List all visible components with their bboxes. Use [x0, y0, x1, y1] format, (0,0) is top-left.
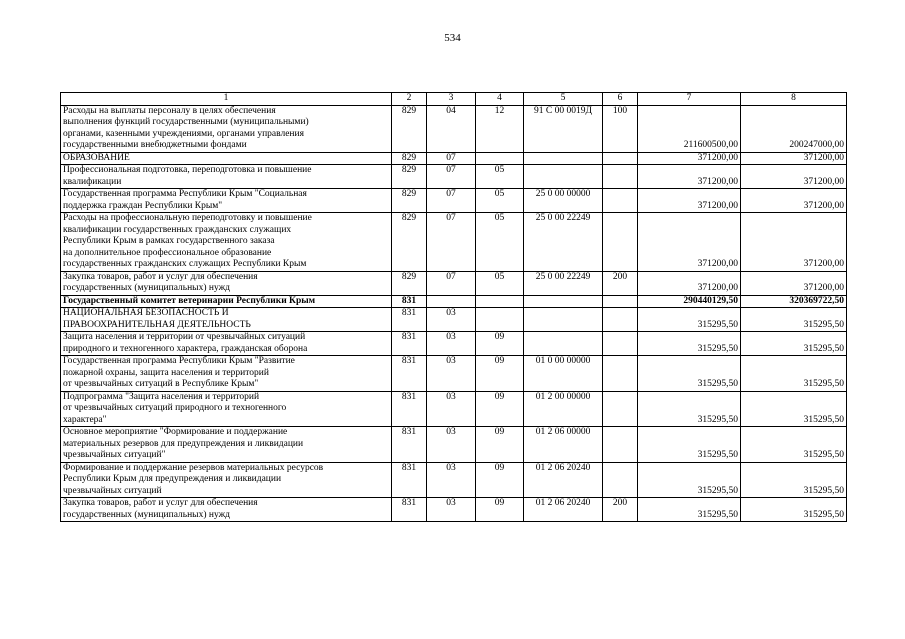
- section-code-cell: 03: [427, 427, 476, 463]
- table-row: [61, 105, 847, 152]
- row-name-cell: Расходы на выплаты персоналу в целях обеспечения выполнения функций государственными (муниципальными) органами, казенными учреждениями, органами управления государственными внебюджетными фондами: [61, 105, 392, 152]
- expense-type-cell: [603, 213, 638, 272]
- target-article-cell: [524, 308, 603, 332]
- header-cell: 8: [741, 93, 847, 106]
- amount-year1-cell: 371200,00: [638, 271, 741, 295]
- header-cell: 6: [603, 93, 638, 106]
- amount-year2-cell: 371200,00: [741, 271, 847, 295]
- section-code-cell: 03: [427, 498, 476, 522]
- amount-year1-cell: 315295,50: [638, 391, 741, 427]
- section-code-cell: 03: [427, 391, 476, 427]
- amount-year1-cell: 371200,00: [638, 165, 741, 189]
- section-code-cell: 03: [427, 356, 476, 392]
- row-name-cell: ОБРАЗОВАНИЕ: [61, 152, 392, 165]
- amount-year2-cell: 315295,50: [741, 498, 847, 522]
- amount-year2-cell: 315295,50: [741, 462, 847, 498]
- amount-year1-cell: 315295,50: [638, 498, 741, 522]
- amount-year2-cell: 315295,50: [741, 391, 847, 427]
- target-article-cell: 01 2 00 00000: [524, 391, 603, 427]
- amount-year1-cell: 371200,00: [638, 213, 741, 272]
- subsection-code-cell: 12: [476, 105, 524, 152]
- header-cell: 7: [638, 93, 741, 106]
- ministry-code-cell: 829: [392, 105, 427, 152]
- target-article-cell: 25 0 00 22249: [524, 213, 603, 272]
- amount-year2-cell: 371200,00: [741, 189, 847, 213]
- header-cell: 1: [61, 93, 392, 106]
- expense-type-cell: [603, 189, 638, 213]
- expense-type-cell: [603, 152, 638, 165]
- amount-year2-cell: 371200,00: [741, 213, 847, 272]
- amount-year1-cell: 371200,00: [638, 189, 741, 213]
- ministry-code-cell: 829: [392, 189, 427, 213]
- table-row: [61, 427, 847, 463]
- ministry-code-cell: 831: [392, 332, 427, 356]
- section-code-cell: 07: [427, 152, 476, 165]
- header-cell: 5: [524, 93, 603, 106]
- expense-type-cell: [603, 391, 638, 427]
- row-name-cell: Профессиональная подготовка, переподготовка и повышение квалификации: [61, 165, 392, 189]
- amount-year1-cell: 371200,00: [638, 152, 741, 165]
- row-name-cell: Защита населения и территории от чрезвычайных ситуаций природного и техногенного характера, гражданская оборона: [61, 332, 392, 356]
- table-row: [61, 356, 847, 392]
- table-header-row: [61, 93, 847, 106]
- table-row: [61, 271, 847, 295]
- subsection-code-cell: [476, 308, 524, 332]
- target-article-cell: [524, 332, 603, 356]
- section-code-cell: 03: [427, 462, 476, 498]
- amount-year1-cell: 315295,50: [638, 427, 741, 463]
- amount-year1-cell: 315295,50: [638, 308, 741, 332]
- target-article-cell: 25 0 00 00000: [524, 189, 603, 213]
- amount-year2-cell: 200247000,00: [741, 105, 847, 152]
- ministry-code-cell: 829: [392, 165, 427, 189]
- expense-type-cell: [603, 462, 638, 498]
- section-code-cell: 04: [427, 105, 476, 152]
- header-cell: 2: [392, 93, 427, 106]
- row-name-cell: Основное мероприятие "Формирование и поддержание материальных резервов для предупреждения и ликвидации чрезвычайных ситуаций": [61, 427, 392, 463]
- target-article-cell: [524, 165, 603, 189]
- budget-table: [60, 92, 847, 522]
- ministry-code-cell: 831: [392, 356, 427, 392]
- expense-type-cell: [603, 295, 638, 308]
- table-row: [61, 165, 847, 189]
- expense-type-cell: [603, 332, 638, 356]
- amount-year2-cell: 320369722,50: [741, 295, 847, 308]
- ministry-code-cell: 831: [392, 462, 427, 498]
- target-article-cell: [524, 152, 603, 165]
- target-article-cell: 25 0 00 22249: [524, 271, 603, 295]
- header-cell: 4: [476, 93, 524, 106]
- ministry-code-cell: 829: [392, 152, 427, 165]
- table-row: [61, 152, 847, 165]
- row-name-cell: НАЦИОНАЛЬНАЯ БЕЗОПАСНОСТЬ И ПРАВООХРАНИТЕЛЬНАЯ ДЕЯТЕЛЬНОСТЬ: [61, 308, 392, 332]
- amount-year1-cell: 315295,50: [638, 356, 741, 392]
- amount-year2-cell: 371200,00: [741, 165, 847, 189]
- section-code-cell: 03: [427, 332, 476, 356]
- row-name-cell: Подпрограмма "Защита населения и территорий от чрезвычайных ситуаций природного и техногенного характера": [61, 391, 392, 427]
- row-name-cell: Государственный комитет ветеринарии Республики Крым: [61, 295, 392, 308]
- section-code-cell: 07: [427, 271, 476, 295]
- ministry-code-cell: 829: [392, 271, 427, 295]
- amount-year1-cell: 315295,50: [638, 462, 741, 498]
- section-code-cell: 07: [427, 213, 476, 272]
- ministry-code-cell: 831: [392, 308, 427, 332]
- target-article-cell: 01 2 06 20240: [524, 462, 603, 498]
- amount-year2-cell: 371200,00: [741, 152, 847, 165]
- target-article-cell: 01 2 06 00000: [524, 427, 603, 463]
- target-article-cell: 01 0 00 00000: [524, 356, 603, 392]
- subsection-code-cell: [476, 152, 524, 165]
- table-row: [61, 332, 847, 356]
- expense-type-cell: 200: [603, 271, 638, 295]
- subsection-code-cell: 09: [476, 462, 524, 498]
- amount-year2-cell: 315295,50: [741, 356, 847, 392]
- amount-year2-cell: 315295,50: [741, 427, 847, 463]
- subsection-code-cell: 05: [476, 271, 524, 295]
- subsection-code-cell: [476, 295, 524, 308]
- section-code-cell: [427, 295, 476, 308]
- amount-year2-cell: 315295,50: [741, 332, 847, 356]
- table-row: [61, 295, 847, 308]
- ministry-code-cell: 831: [392, 427, 427, 463]
- amount-year1-cell: 211600500,00: [638, 105, 741, 152]
- section-code-cell: 03: [427, 308, 476, 332]
- amount-year1-cell: 315295,50: [638, 332, 741, 356]
- row-name-cell: Формирование и поддержание резервов материальных ресурсов Республики Крым для предупреждения и ликвидации чрезвычайных ситуаций: [61, 462, 392, 498]
- section-code-cell: 07: [427, 189, 476, 213]
- table-row: [61, 462, 847, 498]
- amount-year1-cell: 290440129,50: [638, 295, 741, 308]
- table-row: [61, 189, 847, 213]
- subsection-code-cell: 05: [476, 165, 524, 189]
- target-article-cell: [524, 295, 603, 308]
- section-code-cell: 07: [427, 165, 476, 189]
- target-article-cell: 01 2 06 20240: [524, 498, 603, 522]
- ministry-code-cell: 831: [392, 295, 427, 308]
- ministry-code-cell: 831: [392, 498, 427, 522]
- table-row: [61, 391, 847, 427]
- row-name-cell: Государственная программа Республики Крым "Развитие пожарной охраны, защита населения и территорий от чрезвычайных ситуаций в Республике Крым": [61, 356, 392, 392]
- ministry-code-cell: 831: [392, 391, 427, 427]
- target-article-cell: 91 С 00 0019Д: [524, 105, 603, 152]
- page-number: 534: [444, 32, 461, 44]
- row-name-cell: Расходы на профессиональную переподготовку и повышение квалификации государственных гражданских служащих Республики Крым в рамках государственного заказа на дополнительное профессиональное образование государственных гражданских служащих Республики Крым: [61, 213, 392, 272]
- subsection-code-cell: 09: [476, 427, 524, 463]
- subsection-code-cell: 09: [476, 391, 524, 427]
- expense-type-cell: 100: [603, 105, 638, 152]
- ministry-code-cell: 829: [392, 213, 427, 272]
- table-row: [61, 213, 847, 272]
- expense-type-cell: [603, 356, 638, 392]
- subsection-code-cell: 09: [476, 498, 524, 522]
- expense-type-cell: [603, 165, 638, 189]
- table-row: [61, 308, 847, 332]
- subsection-code-cell: 05: [476, 213, 524, 272]
- row-name-cell: Закупка товаров, работ и услуг для обеспечения государственных (муниципальных) нужд: [61, 498, 392, 522]
- amount-year2-cell: 315295,50: [741, 308, 847, 332]
- expense-type-cell: [603, 308, 638, 332]
- subsection-code-cell: 09: [476, 356, 524, 392]
- expense-type-cell: 200: [603, 498, 638, 522]
- expense-type-cell: [603, 427, 638, 463]
- subsection-code-cell: 09: [476, 332, 524, 356]
- row-name-cell: Закупка товаров, работ и услуг для обеспечения государственных (муниципальных) нужд: [61, 271, 392, 295]
- header-cell: 3: [427, 93, 476, 106]
- subsection-code-cell: 05: [476, 189, 524, 213]
- table-row: [61, 498, 847, 522]
- row-name-cell: Государственная программа Республики Крым "Социальная поддержка граждан Республики Крым": [61, 189, 392, 213]
